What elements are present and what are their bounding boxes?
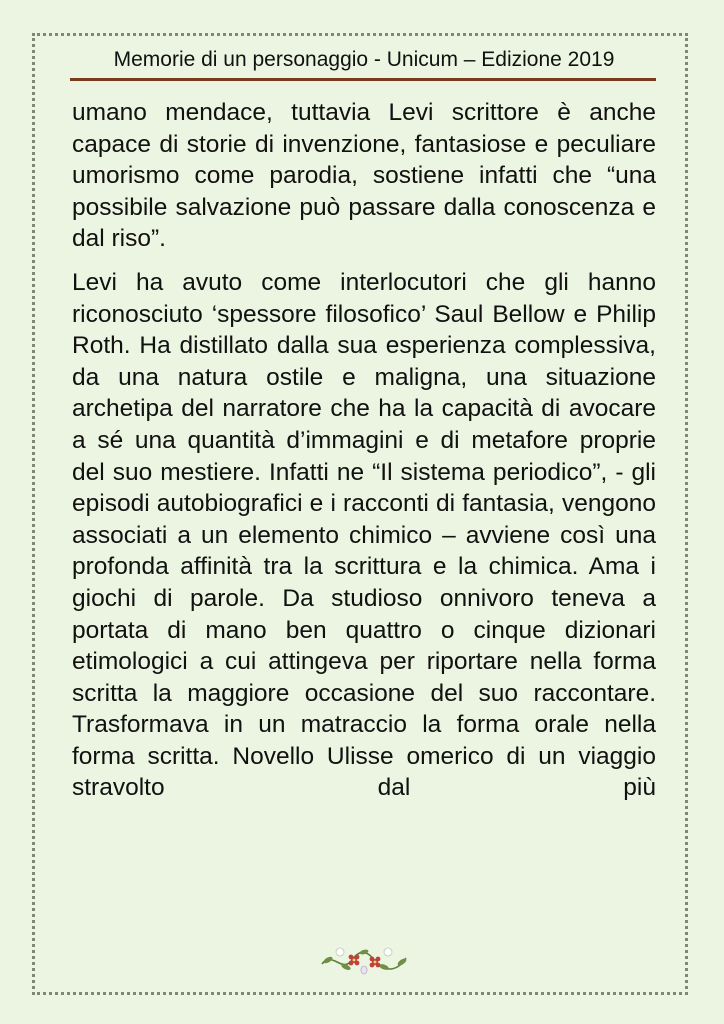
floral-ornament-icon: [318, 940, 410, 980]
page-header-title: Memorie di un personaggio - Unicum – Edizione 2019: [113, 48, 615, 71]
paragraph-2: Levi ha avuto come interlocutori che gli hanno riconosciuto ‘spessore filosofico’ Saul Bellow e Philip Roth. Ha distillato dalla sua esperienza complessiva, da una natura ostile e maligna, una situazione archetipa del narratore che ha la capacità di avocare a sé una quantità d’immagini e di metafore proprie del suo mestiere. Infatti ne “Il sistema periodico”, - gli episodi autobiografici e i racconti di fantasia, vengono associati a un elemento chimico – avviene così una profonda affinità tra la scrittura e la chimica. Ama i giochi di parole. Da studioso onnivoro teneva a portata di mano ben quattro o cinque dizionari etimologici a cui attingeva per riportare nella forma scritta la maggiore occasione del suo raccontare. Trasformava in un matraccio la forma orale nella forma scritta. Novello Ulisse omerico di un viaggio stravolto dal più: [72, 268, 656, 802]
paragraph-1: umano mendace, tuttavia Levi scrittore è anche capace di storie di invenzione, fantasiose e peculiare umorismo come parodia, sostiene infatti che “una possibile salvazione può passare dalla conoscenza e dal riso”.: [72, 99, 656, 253]
document-body: [72, 97, 656, 804]
header-divider: [70, 78, 656, 81]
